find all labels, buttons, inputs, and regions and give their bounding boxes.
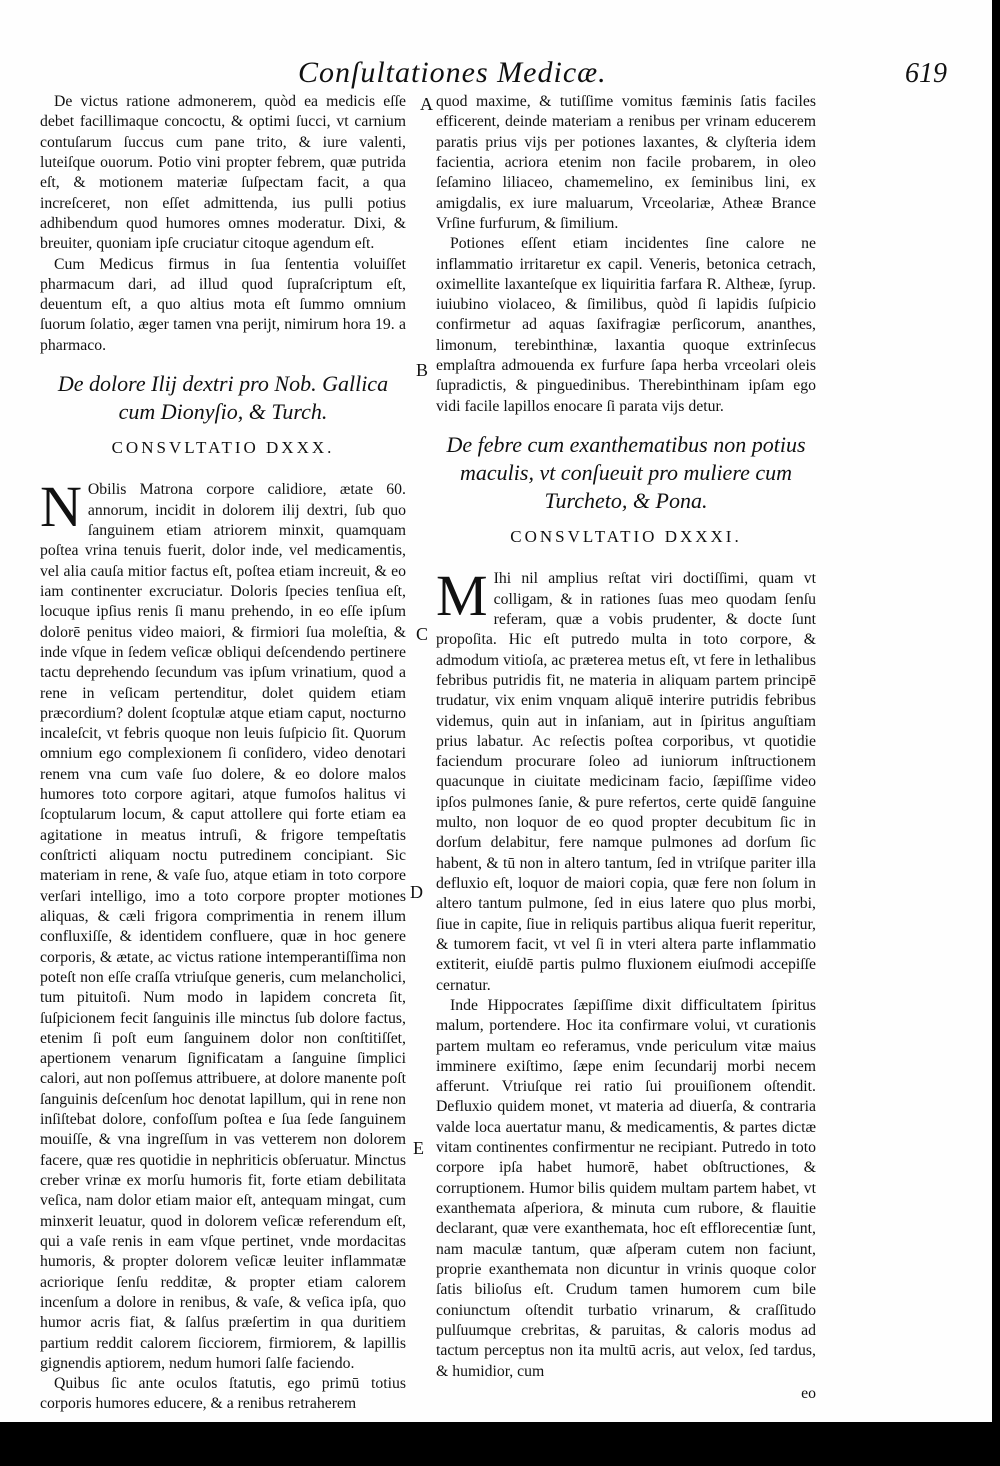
section-heading-febre: De febre cum exanthematibus non potius maculis, vt conſueuit pro muliere cum Turcheto, & Pona.: [446, 432, 806, 513]
diet-paragraph: De victus ratione admonerem, quòd ea medicis eſſe debet facillimaque concoctu, & optimi ſucci, vt carnium contuſarum ſuccus cum pane trito, & iure valenti, luteiſque ouorum. Potio vini propter febrem, quæ putrida eſt, & motionem materiæ ſuſpectam facit, a qua increſceret, non eſſet admittenda, ius pulli potius adhibendum quod humores omnes moderatur. Dixi, & breuiter, quoniam ipſe cruciatur citoque agendum eſt.: [40, 93, 406, 253]
catchword: eo: [801, 1384, 816, 1402]
continuation-paragraph: quod maxime, & tutiſſime vomitus fæminis ſatis faciles efficerent, deinde materiam a renibus per vrinam educerem paratis prius vijs per potiones laxantes, & clyſteria idem facientia, acriora etenim non facile probarem, in oleo ſeſamino liliaceo, chamemelino, ex ſeminibus lini, ex amigdalis, ex iure maluarum, Vrceolariæ, Atheæ Brance Vrſine furfurum, & ſimilium.: [436, 93, 816, 232]
scan-edge-right: [992, 0, 1000, 1466]
consultatio-531-body: Ihi nil amplius reſtat viri doctiſſimi, quam vt colligam, & in rationes ſuas meo quodam ſenſu referam, quæ a vobis prudenter, & docte ſunt propoſita. Hic eſt putredo multa in toto corpore, & admodum vitioſa, ac præterea metus eſt, vt fere in lethalibus febribus putridis fit, ne materia in aliquam partem principē trudatur, vix enim vnquam aliquē interire putridis febribus videmus, quin aut in inſaniam, aut in ſpiritus anguſtiam prius labatur. Ac reſectis poſtea corporibus, vt quotidie faciendum procurare ſoleo ad iuniorum inſtructionem quacunque in ciuitate medicinam facio, ſæpiſſime video ipſos pulmones ſanie, & pure refertos, certe quidē ſanguine multo, non loquor de eo quod propter decubitum ſic in dorſum delabitur, fere namque pulmones ad dorſum ſic habent, & tū non in altero tantum, ſed in vtriſque pariter illa defluxio eſt, loquor de maiori copia, quæ fere non ſolum in altero tantum pulmone, ſed in eius latere quo plus morbi, ſiue in capite, ſiue in reliquis partibus aliqua fuerit reperitur, & tumorem facit, vt vel ſi in vteri altera parte inflammatio extiterit, eiuſdē partis pulmo fluxionem eiuſmodi accepiſſe cernatur.: [436, 570, 816, 994]
potiones-paragraph: Potiones eſſent etiam incidentes ſine calore ne inflammatio irritaretur ex capil. Veneris, betonica cetrach, oximellite laxanteſque ex liquiritia farfara R. Altheæ, ſyrup. iuiubino violaceo, & ſimilibus, quòd ſi lapidis ſuſpicio confirmetur ad aquas ſaxifragiæ perſicorum, ananthes, limonum, terebinthinæ, laxantia quoque extrinſecus emplaſtra admouenda ex furfure ſapa herba vrceolari oleis ſupradictis, & pinguedinibus. Therebinthinam ipſam ego vidi facile lapillos enocare ſi parata vijs detur.: [436, 235, 816, 415]
consultatio-label-531: CONSVLTATIO DXXXI.: [510, 527, 742, 546]
hippocrates-paragraph: Inde Hippocrates ſæpiſſime dixit difficultatem ſpiritus malum, portendere. Hoc ita confirmare volui, vt curationis partem multam eo referamus, vnde periculum vitæ maius imminere exiſtimo, ſæpe enim ſecundarij morbi necem afferunt. Vtriuſque rei ratio ſui prouiſionem oſtendit. Defluxio quidem monet, vt materia ad diuerſa, & contraria valde loca auertatur manu, & medicamentis, & partes dictæ vitam continentes confirmentur ne recipiant. Putredo in toto corpore ipſa habet humorē, habet obſtructiones, & corruptionem. Humor bilis quidem multam partem habet, vt exanthemata aſperiora, & minuta cum rubore, & flauitie declarant, quæ vere exanthemata, hoc eſt efflorecentiæ ſunt, nam maculæ tantum, quæ aſperam cutem non faciunt, proprie exanthemata non dicuntur in vrinis quoque color ſatis bilioſus eſt. Crudum tamen humorem cum bile coniunctum oſtendit turbatio vrinarum, & craſſitudo pulſuumque crebritas, & paruitas, & caloris modus ad tactum perceptus non ita multū acris, aut velox, ſed tardus, & humidior, cum: [436, 996, 816, 1380]
dropcap-n: N: [40, 474, 82, 540]
scan-edge-bottom: [0, 1422, 1000, 1466]
closing-paragraph: Quibus ſic ante oculos ſtatutis, ego primū totius corporis humores educere, & a renibus retraherem: [40, 1375, 406, 1413]
consultatio-530-text: [40, 474, 406, 1374]
margin-marker-c: C: [416, 624, 429, 644]
left-column: [40, 92, 406, 1415]
dropcap-m: M: [436, 563, 488, 629]
consultatio-label-530: CONSVLTATIO DXXX.: [111, 438, 335, 458]
margin-marker-d: D: [410, 882, 423, 902]
page-number: 619: [905, 58, 947, 89]
right-column: [436, 92, 816, 1404]
running-head: Conſultationes Medicæ.: [298, 56, 607, 89]
section-heading-dolore: De dolore Ilij dextri pro Nob. Gallica cum Dionyſio, & Turch.: [57, 371, 389, 425]
margin-marker-b: B: [416, 360, 429, 380]
consultatio-530-body: Obilis Matrona corpore calidiore, ætate 60. annorum, incidit in dolorem ilij dextri, ſub quo ſanguinem etiam atriorem minxit, quamquam poſtea vrina tenuis fuerit, dolor inde, vel medicamentis, vel alia cauſa mitior factus eſt, poſtea etiam increuit, & eo iam continenter excruciatur. Doloris ſpecies tenſiua eſt, locuque ipſius renis ſi manu prehendo, in eo eſſe ipſum dolorē penitus video maiori, & firmiori ſua moleſtia, & inde vſque in ſedem veſicæ obliqui deſcendendo pertinere tactu deprehendo ſecundum vas ipſum vrinatium, quod a rene in veſicam pertenditur, dolet quidem etiam præcordium? dolent ſcoptulæ atque etiam caput, nocturno incaleſcit, vt febris quoque non leuis ſuſpicio ſit. Quorum omnium ego complexionem ſi conſidero, video denotari renem vna cum vaſe ſuo dolere, & eo dolore malos humores toto corpore agitari, atque fumoſos halitus vi ſcoptularum locum, & caput attollere qui forte etiam ea agitatione in meatus intruſi, & frigore tempeſtatis conſtricti aliquam noctu putredinem concipiant. Sic materiam in rene, & vaſe ſuo, atque etiam in toto corpore verſari intelligo, imo a toto corpore propter motiones aliquas, & cæli frigora comprimentia in renem illum confluxiſſe, & identidem confluere, quæ in hoc genere corporis, & ætate, ac victus ratione intemperantiſſima non poteſt non eſſe craſſa vtriuſque generis, cum melancholici, tum pituitoſi. Num modo in lapidem concreta ſit, ſuſpicionem fecit ſanguinis ille minctus ſub dolore factus, etenim ſi poſt eum ſanguinem dolor non conſtitiſſet, apertionem venarum ſignificatam a ſanguine ſimplici calori, aut non poſſemus attribuere, at dolore manente poſt ſanguinis deſcenſum hoc denotat lapillum, qui in rene non inſiſtebat dolore, confoſſum poſtea e ſua ſede ſanguinem mouiſſe, & vna ingreſſum in vas vetterem non dolorem facere, quæ res quotidie in nephriticis obſeruatur. Minctus creber vrinæ ex morſu humoris fit, forte etiam debilitata veſica, nam dolor etiam maior eſt, antequam mingat, cum minxerit leuatur, quod in dolorem veſicæ referendum eſt, qui a vaſe renis in eam vſque pertinet, vnde mordacitas humoris, & propter dolorem veſicæ leuiter inflammatæ acriorique ſenſu redditæ, & propter etiam calorem incenſum a dolore in renibus, & vaſe, & veſica ipſa, quo humor acris fiat, & ſalſus præſertim in qua duritiem partium reddit calorem ſicciorem, firmiorem, & lapillis gignendis aptiorem, nedum humori ſalſe faciendo.: [40, 481, 406, 1372]
margin-marker-a: A: [420, 94, 433, 114]
margin-marker-e: E: [413, 1138, 424, 1158]
consultatio-531-text: [436, 563, 816, 996]
outcome-paragraph: Cum Medicus firmus in ſua ſententia voluiſſet pharmacum dari, ad illud quod ſupraſcriptum eſt, deuentum eſt, a quo altius mota eſt ſummo omnium ſuorum ſolatio, æger tamen vna perijt, nimirum hora 19. a pharmaco.: [40, 255, 406, 354]
